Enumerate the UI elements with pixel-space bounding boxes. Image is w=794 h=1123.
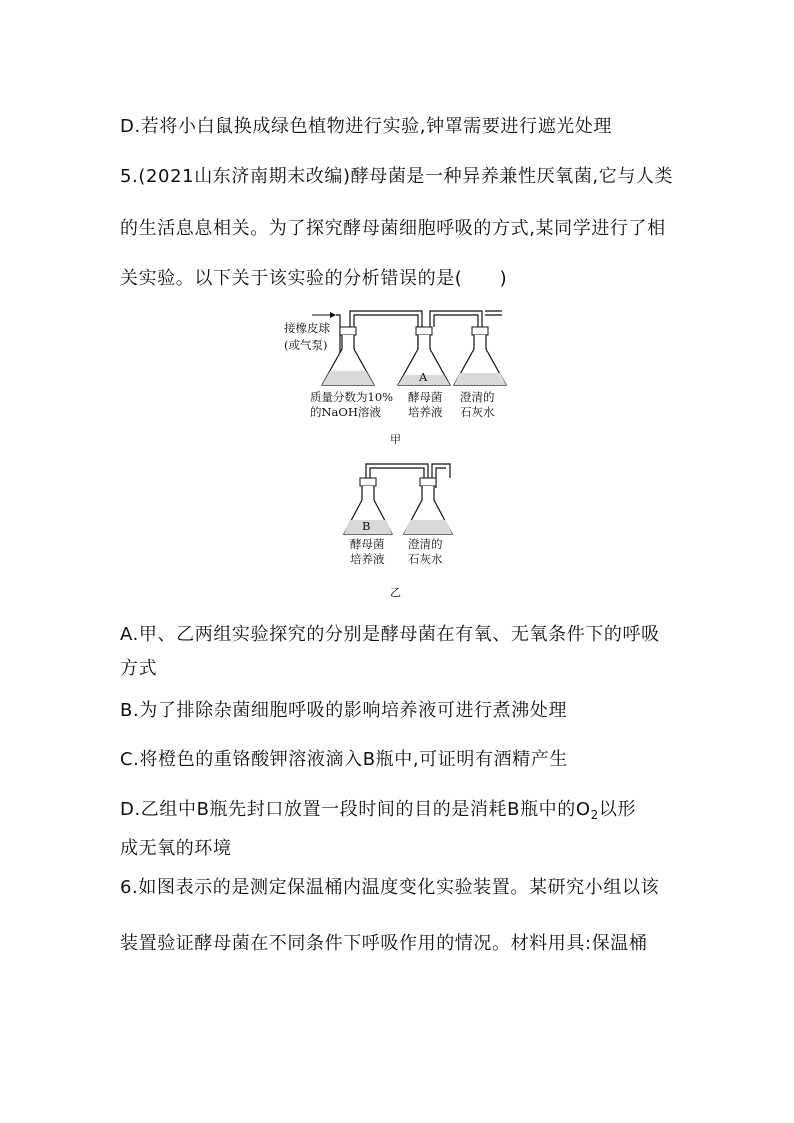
o2-subscript: 2 [590, 808, 599, 822]
caption-jia: 甲 [390, 433, 401, 446]
question-6-line-1: 6.如图表示的是测定保温桶内温度变化实验装置。某研究小组以该 [120, 877, 660, 898]
flask2-label-1: 酵母菌 [408, 390, 443, 404]
flask-b-label-1: 酵母菌 [350, 537, 385, 551]
flask-limewater-jia [454, 327, 506, 385]
flask-naoh [322, 327, 374, 385]
option-c: C.将橙色的重铬酸钾溶液滴入B瓶中,可证明有酒精产生 [120, 749, 568, 770]
flask-a-letter: A [419, 370, 428, 384]
flask1-label-1: 质量分数为10% [310, 390, 394, 404]
flask3-label-1: 澄清的 [460, 390, 495, 404]
flask-yi2-label-2: 石灰水 [408, 552, 443, 566]
option-a-line-2: 方式 [120, 658, 158, 679]
inlet-arrowhead [330, 312, 336, 318]
flask-b [344, 478, 392, 534]
option-d-line-1 [120, 795, 636, 822]
tube-1-2 [350, 311, 422, 365]
question-5-line-2: 的生活息息相关。为了探究酵母菌细胞呼吸的方式,某同学进行了相 [120, 218, 666, 239]
flask-limewater-yi [404, 478, 452, 534]
apparatus-yi [338, 458, 468, 573]
question-5-line-1: 5.(2021山东济南期末改编)酵母菌是一种异养兼性厌氧菌,它与人类 [120, 166, 674, 187]
flask-b-letter: B [362, 519, 371, 533]
flask-a [398, 327, 450, 385]
option-d-prev: D.若将小白鼠换成绿色植物进行实验,钟罩需要进行遮光处理 [120, 116, 613, 137]
pump-label-2: (或气泵) [284, 338, 328, 352]
option-d-line-2: 成无氧的环境 [120, 838, 232, 859]
option-d-text-post: 以形 [598, 799, 637, 820]
flask-yi2-label-1: 澄清的 [408, 537, 443, 551]
option-b: B.为了排除杂菌细胞呼吸的影响培养液可进行煮沸处理 [120, 700, 568, 721]
flask3-label-2: 石灰水 [460, 405, 495, 419]
question-5-line-3: 关实验。以下关于该实验的分析错误的是( ) [120, 268, 508, 289]
option-d-text-pre: D.乙组中B瓶先封口放置一段时间的目的是消耗B瓶中的O [120, 799, 591, 820]
flask-b-label-2: 培养液 [350, 552, 385, 566]
flask2-label-2: 培养液 [408, 405, 443, 419]
caption-yi: 乙 [390, 586, 401, 599]
question-6-line-2: 装置验证酵母菌在不同条件下呼吸作用的情况。材料用具:保温桶 [120, 933, 648, 954]
option-a-line-1: A.甲、乙两组实验探究的分别是酵母菌在有氧、无氧条件下的呼吸 [120, 624, 660, 645]
flask1-label-2: 的NaOH溶液 [310, 405, 381, 419]
pump-label-1: 接橡皮球 [284, 321, 330, 335]
